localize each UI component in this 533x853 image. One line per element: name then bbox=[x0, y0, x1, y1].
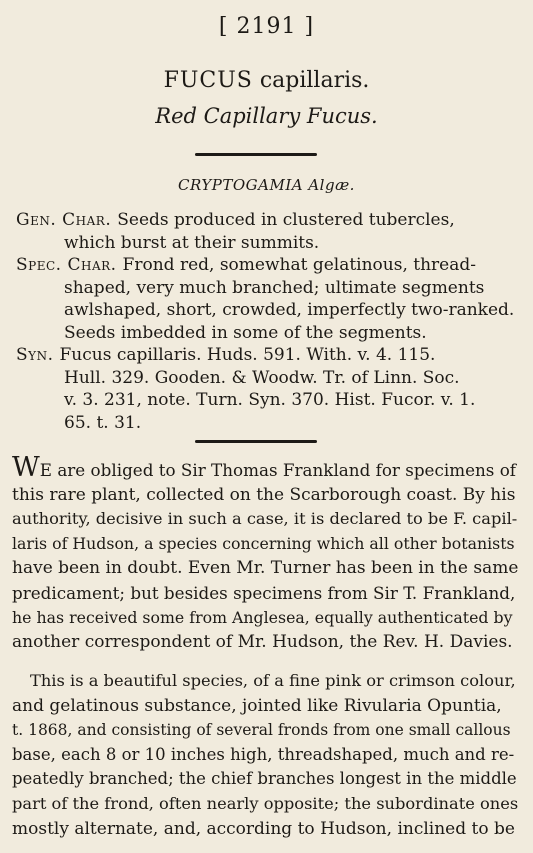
paragraph-line: this rare plant, collected on the Scarborough coast. By his bbox=[12, 484, 516, 505]
spec-char-line: Frond red, somewhat gelatinous, thread- bbox=[122, 255, 477, 275]
paragraph-line: E are obliged to Sir Thomas Frankland for specimens of bbox=[39, 460, 516, 480]
specific-character bbox=[16, 254, 521, 344]
spec-char-line: awlshaped, short, crowded, imperfectly two-ranked. bbox=[64, 300, 515, 320]
common-name: Red Capillary Fucus. bbox=[155, 104, 378, 128]
paragraph-line: part of the frond, often nearly opposite; the subordinate ones bbox=[12, 793, 519, 813]
divider-rule bbox=[195, 440, 317, 443]
paragraph-line: authority, decisive in such a case, it is declared to be F. capil- bbox=[12, 509, 518, 529]
generic-character bbox=[16, 209, 521, 254]
gen-char-line: Seeds produced in clustered tubercles, bbox=[117, 210, 455, 230]
paragraph-line: predicament; but besides specimens from Sir T. Frankland, bbox=[12, 582, 516, 603]
paragraph-line: peatedly branched; the chief branches longest in the middle bbox=[12, 769, 517, 789]
body-paragraph bbox=[12, 669, 518, 841]
paragraph-line: and gelatinous substance, jointed like Rivularia Opuntia, bbox=[12, 695, 502, 716]
paragraph-line: base, each 8 or 10 inches high, threadshaped, much and re- bbox=[12, 744, 515, 764]
paragraph-line: t. 1868, and consisting of several fronds from one small callous bbox=[12, 721, 511, 740]
paragraph-line: mostly alternate, and, according to Hudson, inclined to be bbox=[12, 818, 515, 839]
plate-number: [ 2191 ] bbox=[218, 14, 315, 39]
divider-rule bbox=[195, 153, 317, 156]
syn-line: Fucus capillaris. Huds. 591. With. v. 4. 115. bbox=[59, 345, 436, 365]
paragraph-line: another correspondent of Mr. Hudson, the Rev. H. Davies. bbox=[12, 632, 513, 653]
page-title bbox=[0, 68, 533, 93]
syn-line: Hull. 329. Gooden. & Woodw. Tr. of Linn. Soc. bbox=[64, 367, 460, 388]
synonymy bbox=[16, 344, 521, 434]
gen-char-line: which burst at their summits. bbox=[64, 232, 320, 253]
paragraph-line: laris of Hudson, a species concerning which all other botanists bbox=[12, 533, 515, 553]
syn-label: Syn. bbox=[16, 345, 54, 365]
classification: CRYPTOGAMIA Algæ. bbox=[178, 176, 355, 194]
spec-char-line: shaped, very much branched; ultimate segments bbox=[64, 277, 485, 298]
paragraph-line: he has received some from Anglesea, equally authenticated by bbox=[12, 607, 513, 627]
body-paragraph bbox=[12, 452, 519, 655]
paragraph-line: This is a beautiful species, of a fine pink or crimson colour, bbox=[30, 671, 516, 690]
title-species: capillaris. bbox=[259, 68, 370, 93]
spec-char-label: Spec. Char. bbox=[16, 255, 117, 275]
drop-cap: W bbox=[12, 452, 40, 483]
syn-line: v. 3. 231, note. Turn. Syn. 370. Hist. Fucor. v. 1. bbox=[64, 390, 476, 410]
gen-char-label: Gen. Char. bbox=[16, 210, 112, 230]
spec-char-line: Seeds imbedded in some of the segments. bbox=[64, 322, 427, 343]
title-genus: FUCUS bbox=[163, 68, 253, 93]
syn-line: 65. t. 31. bbox=[64, 412, 142, 433]
paragraph-line: have been in doubt. Even Mr. Turner has been in the same bbox=[12, 558, 519, 579]
